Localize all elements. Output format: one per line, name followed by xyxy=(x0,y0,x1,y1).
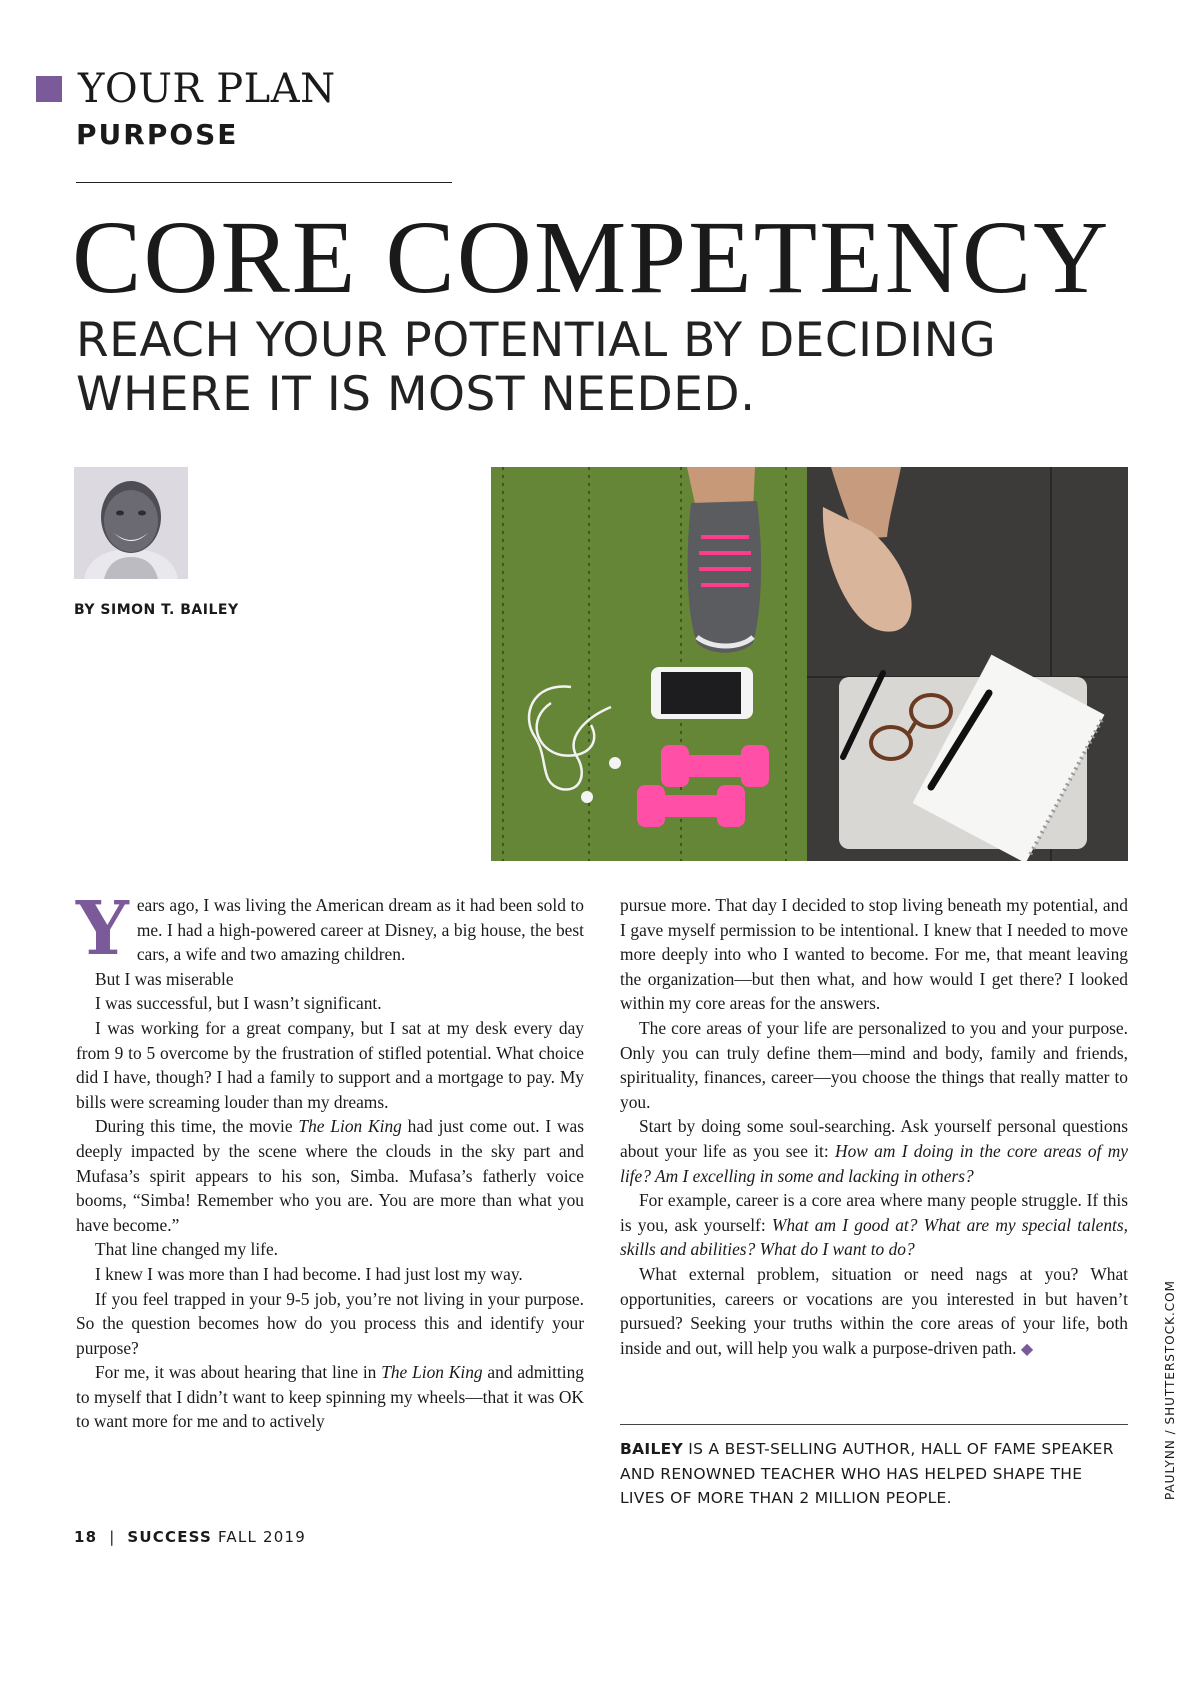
issue-date: FALL 2019 xyxy=(217,1528,306,1546)
film-title: The Lion King xyxy=(298,1116,402,1137)
photo-credit: PAULYNN / SHUTTERSTOCK.COM xyxy=(1163,1280,1177,1500)
body-column-left xyxy=(76,886,585,1434)
body-paragraph: For me, it was about hearing that line in The Lion King and admitting to myself that I didn’t want to keep spinning my wheels—that it was OK to want more for me and to actively xyxy=(76,1362,584,1432)
folio-separator: | xyxy=(109,1528,116,1546)
bio-divider xyxy=(620,1424,1128,1425)
body-paragraph: What external problem, situation or need nags at you? What opportunities, careers or vocations are you interested in but haven’t pursued? Seeking your truths within the core areas of your life, both inside and out, will help you walk a purpose-driven path. ◆ xyxy=(620,1263,1128,1358)
body-paragraph: That line changed my life. xyxy=(95,1239,279,1260)
byline: BY SIMON T. BAILEY xyxy=(74,602,239,618)
section-subtitle: PURPOSE xyxy=(76,118,239,151)
body-paragraph: The core areas of your life are personalized to you and your purpose. Only you can truly define them—mind and body, family and friends, spirituality, finances, career—you choose the things that really matter to you. xyxy=(620,1017,1128,1112)
headline: CORE COMPETENCY xyxy=(72,200,1111,315)
bio-name: BAILEY xyxy=(620,1440,684,1458)
photo-credit-wrap xyxy=(1163,1280,1177,1700)
body-paragraph: pursue more. That day I decided to stop living beneath my potential, and I gave myself permission to be intentional. I knew that I needed to move more deeply into who I wanted to become. For me, that meant leaving the organization—but then what, and how would I get there? I looked within my core areas for the answers. xyxy=(620,895,1128,1014)
body-paragraph: If you feel trapped in your 9-5 job, you’re not living in your purpose. So the question becomes how do you process this and identify your purpose? xyxy=(76,1288,584,1358)
section-title: YOUR PLAN xyxy=(78,66,336,112)
author-bio: BAILEY IS A BEST-SELLING AUTHOR, HALL OF FAME SPEAKER AND RENOWNED TEACHER WHO HAS HELPED SHAPE THE LIVES OF MORE THAN 2 MILLION PEOPLE. xyxy=(620,1440,1114,1507)
author-portrait-icon xyxy=(74,467,188,579)
body-paragraph: For example, career is a core area where many people struggle. If this is you, ask yourself: What am I good at? What are my special talents, skills and abilities? What do I want to do? xyxy=(620,1190,1128,1260)
body-paragraph: During this time, the movie The Lion King had just come out. I was deeply impacted by the scene where the clouds in the sky part and Mufasa’s spirit appears to his son, Simba. Mufasa’s fatherly voice booms, “Simba! Remember who you are. You are more than what you have become.” xyxy=(76,1116,585,1235)
workout-vs-office-photo xyxy=(491,467,1128,861)
magazine-name: SUCCESS xyxy=(127,1528,213,1546)
film-title: The Lion King xyxy=(381,1362,483,1383)
body-paragraph: I was working for a great company, but I sat at my desk every day from 9 to 5 overcome by the frustration of stifled potential. What choice did I have, though? I had a family to support and a mortgage to pay. My bills were screaming louder than my dreams. xyxy=(76,1017,584,1112)
body-paragraph: Start by doing some soul-searching. Ask yourself personal questions about your life as you see it: How am I doing in the core areas of my life? Am I excelling in some and lacking in others? xyxy=(620,1116,1128,1186)
section-square-icon xyxy=(36,76,62,102)
section-header xyxy=(36,66,336,112)
body-paragraph: Years ago, I was living the American dream as it had been sold to me. I had a high-powered career at Disney, a big house, the best cars, a wife and two amazing children. xyxy=(76,886,584,972)
page-number: 18 xyxy=(74,1528,98,1546)
body-paragraph: I knew I was more than I had become. I had just lost my way. xyxy=(95,1263,523,1284)
deck: REACH YOUR POTENTIAL BY DECIDING WHERE IT IS MOST NEEDED. xyxy=(76,313,997,422)
page-folio xyxy=(74,1528,306,1546)
body-paragraph: I was successful, but I wasn’t significant. xyxy=(95,993,382,1014)
drop-cap: Y xyxy=(76,886,129,972)
body-column-right xyxy=(620,893,1128,1362)
author-headshot xyxy=(74,467,188,579)
body-paragraph: But I was miserable xyxy=(95,968,234,989)
feature-photo xyxy=(491,467,1128,861)
section-divider xyxy=(76,182,452,183)
end-diamond-icon: ◆ xyxy=(1020,1340,1034,1358)
